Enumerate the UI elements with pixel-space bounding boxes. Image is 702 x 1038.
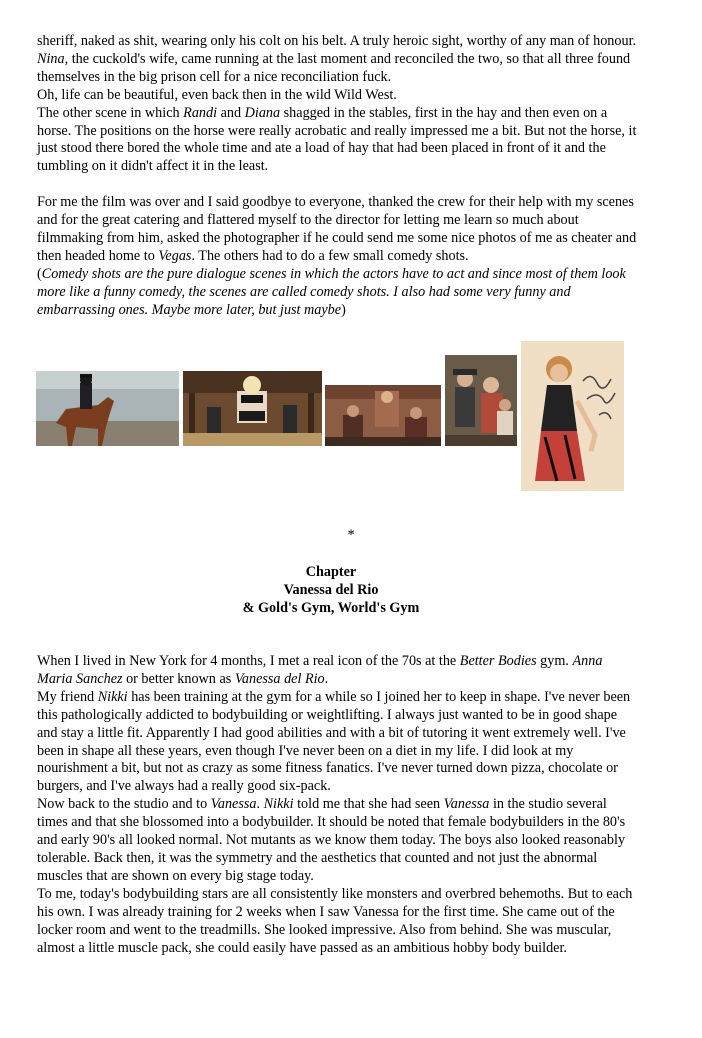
text-run: ( bbox=[37, 265, 42, 282]
text-run: . The others had to do a few small comedy shots. bbox=[191, 247, 469, 264]
text-run: To me, today's bodybuilding stars are all consistently like monsters and overbred behemoths. But to each his own. I was already training for 2 weeks when I saw Vanessa for the first time. She came out of the locker room and went to the treadmills. She looked impressive. Also from behind. She was muscular, almost a little muscle pack, she could easily have passed as an ambitious hobby body builder. bbox=[37, 885, 633, 956]
paragraph bbox=[37, 653, 637, 689]
paragraph bbox=[37, 689, 637, 796]
bottom-text-block bbox=[37, 653, 637, 957]
text-run: or better known as bbox=[122, 670, 235, 687]
stable-scene-photo-icon bbox=[183, 371, 322, 446]
italic-text: Nikki bbox=[263, 796, 294, 813]
text-run: For me the film was over and I said goodbye to everyone, thanked the crew for their help with my scenes and for the great catering and flattered myself to the director for letting me learn so much about filmmaking from him, asked the photographer if he could send me some nice photos of me as cheater and then headed home to bbox=[37, 194, 637, 264]
paragraph bbox=[37, 886, 637, 958]
text-run: gym. bbox=[536, 653, 573, 669]
italic-text: Vegas bbox=[158, 247, 192, 264]
italic-text: Nina bbox=[37, 50, 65, 67]
text-run: Now back to the studio and to bbox=[37, 796, 211, 813]
italic-text: Randi bbox=[183, 104, 218, 121]
chapter-heading bbox=[0, 564, 662, 618]
text-run: has been training at the gym for a while so I joined her to keep in shape. I've never been this pathologically addicted to bodybuilding or weightlifting. I always just wanted to be in good shape and stay a little fit. Apparently I had good abilities and with a bit of tutoring it went extremely well. I've been in shape all these years, even though I've never been on a diet in my life. I did look at my nourishment a bit, but not as crazy as some fitness fanatics. I've never turned down pizza, chocolate or burgers, and I've always had a really good six-pack. bbox=[37, 688, 631, 795]
text-run: The other scene in which bbox=[37, 104, 184, 121]
paragraph bbox=[37, 796, 637, 886]
top-text-block bbox=[37, 33, 637, 319]
paragraph-gap bbox=[37, 176, 637, 194]
costumed-group-photo-icon bbox=[445, 355, 517, 446]
paragraph bbox=[37, 87, 637, 105]
text-run: sheriff, naked as shit, wearing only his colt on his belt. A truly heroic sight, worthy of any man of honour. bbox=[37, 33, 637, 49]
text-run: , the cuckold's wife, came running at the last moment and reconciled the two, so that all three found themselves in the big prison cell for a nice reconciliation fuck. bbox=[37, 50, 631, 85]
text-run: shagged in the stables, first in the hay and then even on a horse. The positions on the horse were really acrobatic and really impressed me a bit. But not the horse, it just stood there bored the whole time and ate a load of hay that had been placed in front of it and the tumbling on it didn't affect it in the least. bbox=[37, 104, 637, 175]
text-run: . bbox=[324, 670, 329, 687]
paragraph bbox=[37, 194, 637, 266]
italic-text: Anna Maria Sanchez bbox=[37, 653, 603, 687]
italic-text: Vanessa del Rio bbox=[234, 670, 325, 687]
chapter-title: Vanessa del Rio bbox=[283, 581, 379, 598]
photo-saloon-scene bbox=[325, 385, 441, 446]
text-run: and bbox=[217, 104, 245, 121]
italic-text: Vanessa bbox=[210, 796, 257, 813]
italic-text: Comedy shots are the pure dialogue scenes in which the actors have to act and since most of them look more like a funny comedy, the scenes are called comedy shots. I also had some very funny and embarrassing ones. Maybe more later, but just maybe bbox=[37, 265, 626, 318]
text-run: Oh, life can be beautiful, even back then in the wild Wild West. bbox=[37, 86, 397, 103]
italic-text: Vanessa bbox=[443, 796, 490, 813]
photo-stable-scene bbox=[183, 371, 322, 446]
text-run: in the studio several times and that she blossomed into a bodybuilder. It should be noted that female bodybuilders in the 80's and early 90's all looked normal. Not mutants as we know them today. The boys also looked reasonably tolerable. Back then, it was the symmetry and the aesthetics that counted and not just the abnormal muscles that are shown on every big stage today. bbox=[37, 796, 626, 884]
photo-strip bbox=[0, 341, 702, 493]
italic-text: Nikki bbox=[97, 688, 128, 705]
chapter-label: Chapter bbox=[305, 564, 357, 580]
text-run: . bbox=[256, 796, 264, 813]
photo-signed-portrait bbox=[521, 341, 624, 491]
section-separator: * bbox=[347, 527, 355, 543]
text-run: told me that she had seen bbox=[293, 796, 444, 813]
photo-costumed-group bbox=[445, 355, 517, 446]
signed-portrait-photo-icon bbox=[521, 341, 624, 491]
paragraph bbox=[37, 266, 637, 320]
paragraph bbox=[37, 105, 637, 177]
saloon-scene-photo-icon bbox=[325, 385, 441, 446]
paragraph bbox=[37, 33, 637, 87]
italic-text: Diana bbox=[244, 104, 281, 121]
text-run: My friend bbox=[37, 688, 98, 705]
text-run: ) bbox=[341, 301, 346, 318]
chapter-subtitle: & Gold's Gym, World's Gym bbox=[242, 599, 420, 616]
photo-rider-on-horse bbox=[36, 371, 179, 446]
text-run: When I lived in New York for 4 months, I met a real icon of the 70s at the bbox=[37, 653, 460, 669]
horse-rider-photo-icon bbox=[36, 371, 179, 446]
italic-text: Better Bodies bbox=[459, 653, 537, 669]
